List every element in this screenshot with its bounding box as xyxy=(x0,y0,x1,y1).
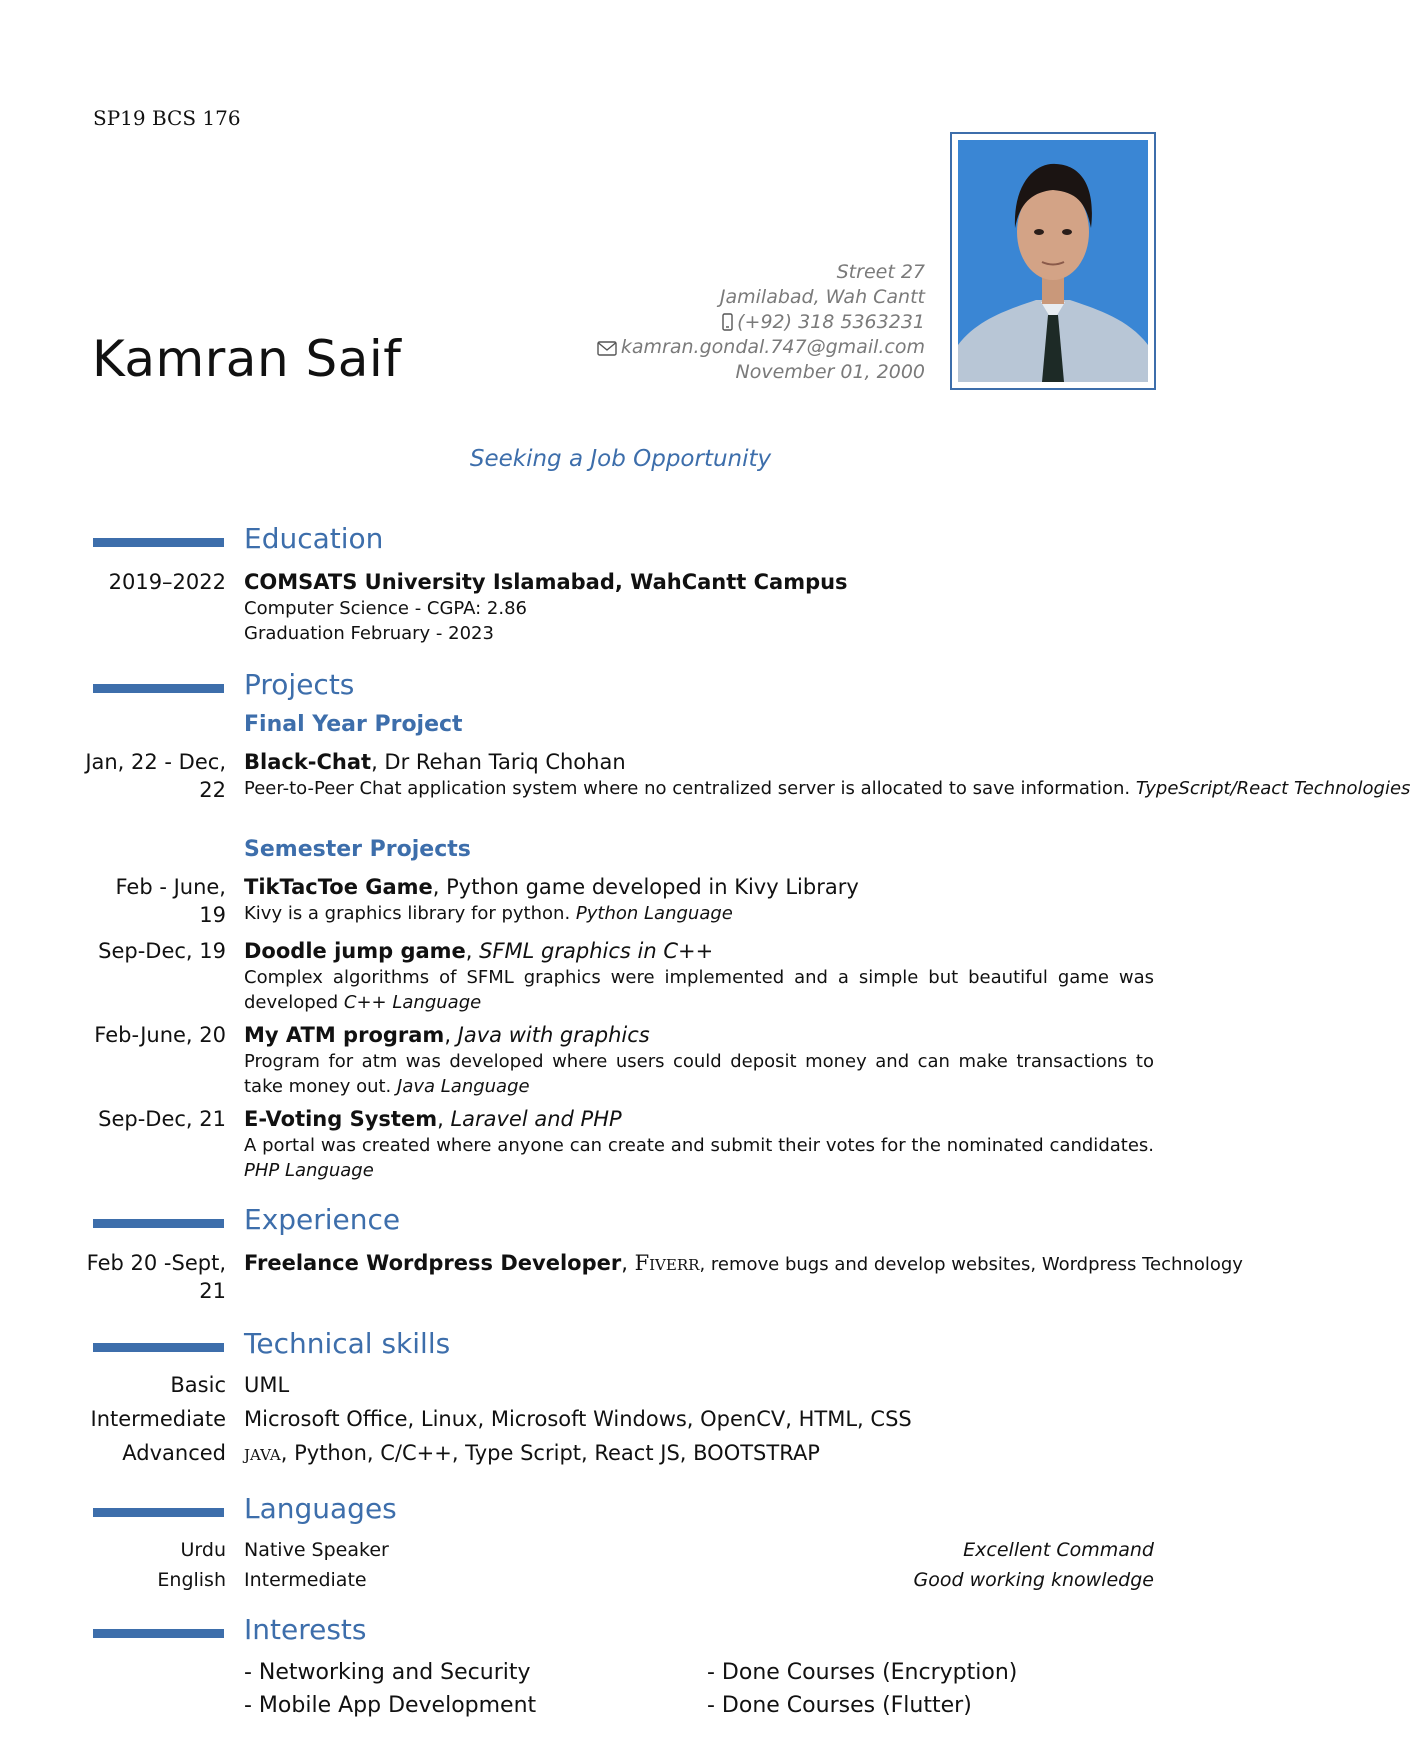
project-entry: TikTacToe Game, Python game developed in Kivy Library Kivy is a graphics library for python. Python Language xyxy=(244,875,859,924)
project-name: TikTacToe Game xyxy=(244,875,433,899)
education-heading: Education xyxy=(244,522,384,555)
envelope-icon xyxy=(597,336,621,358)
education-detail-2: Graduation February - 2023 xyxy=(244,623,494,644)
mobile-phone-icon xyxy=(722,311,737,333)
interests-bar xyxy=(93,1629,224,1638)
project-name: E-Voting System xyxy=(244,1107,438,1131)
experience-entry: Freelance Wordpress Developer, Fiverr, remove bugs and develop websites, Wordpress Technology xyxy=(244,1251,1243,1275)
address-line-2: Jamilabad, Wah Cantt xyxy=(719,286,925,308)
experience-company: Fiverr xyxy=(634,1251,700,1275)
interest-item: - Done Courses (Flutter) xyxy=(707,1693,972,1718)
fyp-entry: Black-Chat, Dr Rehan Tariq Chohan Peer-to-Peer Chat application system where no centralized server is allocated to save information. TypeScript/React Technologies xyxy=(244,750,1410,799)
project-name: Doodle jump game xyxy=(244,939,466,963)
skill-items: java, Python, C/C++, Type Script, React JS, BOOTSTRAP xyxy=(244,1441,820,1465)
experience-role: Freelance Wordpress Developer xyxy=(244,1251,622,1275)
project-name: My ATM program xyxy=(244,1023,445,1047)
project-entry: Doodle jump game, SFML graphics in C++ Complex algorithms of SFML graphics were implemented and a simple but beautiful game was developed C++ Language xyxy=(244,939,1154,1013)
skills-bar xyxy=(93,1343,224,1352)
skill-level: Advanced xyxy=(122,1441,226,1465)
phone-number: (+92) 318 5363231 xyxy=(737,311,925,333)
final-year-project-heading: Final Year Project xyxy=(244,712,463,737)
experience-bar xyxy=(93,1219,224,1228)
skill-items: Microsoft Office, Linux, Microsoft Windows, OpenCV, HTML, CSS xyxy=(244,1407,912,1431)
skill-level: Intermediate xyxy=(90,1407,226,1431)
email-address[interactable]: kamran.gondal.747@gmail.com xyxy=(620,336,925,358)
project-entry: E-Voting System, Laravel and PHP A portal was created where anyone can create and submit their votes for the nominated candidates. PHP Language xyxy=(244,1107,1154,1181)
tagline: Seeking a Job Opportunity xyxy=(469,446,772,472)
project-date: Sep-Dec, 19 xyxy=(98,939,226,963)
interest-item: - Done Courses (Encryption) xyxy=(707,1660,1018,1685)
fyp-description: Peer-to-Peer Chat application system where no centralized server is allocated to save information. xyxy=(244,778,1131,799)
language-comment: Excellent Command xyxy=(963,1539,1154,1561)
candidate-name: Kamran Saif xyxy=(92,330,402,388)
profile-photo-image xyxy=(958,140,1148,382)
languages-bar xyxy=(93,1508,224,1517)
projects-bar xyxy=(93,684,224,693)
email-line xyxy=(597,335,925,360)
institution: COMSATS University Islamabad, WahCantt Campus xyxy=(244,570,848,594)
language-level: Intermediate xyxy=(244,1569,367,1591)
education-date: 2019–2022 xyxy=(108,570,226,594)
phone-line xyxy=(597,310,925,335)
projects-heading: Projects xyxy=(244,668,355,701)
language-comment: Good working knowledge xyxy=(913,1569,1154,1591)
experience-date: Feb 20 -Sept, 21 xyxy=(86,1251,226,1303)
fyp-tech: TypeScript/React Technologies xyxy=(1135,778,1410,799)
profile-photo xyxy=(950,132,1156,390)
education-detail-1: Computer Science - CGPA: 2.86 xyxy=(244,598,527,619)
interests-heading: Interests xyxy=(244,1613,367,1646)
fyp-name: Black-Chat xyxy=(244,750,372,774)
language-level: Native Speaker xyxy=(244,1539,389,1561)
project-date: Sep-Dec, 21 xyxy=(98,1107,226,1131)
languages-heading: Languages xyxy=(244,1492,397,1525)
interest-item: - Mobile App Development xyxy=(244,1693,537,1718)
project-date: Feb - June, 19 xyxy=(115,875,226,927)
project-entry: My ATM program, Java with graphics Program for atm was developed where users could deposit money and can make transactions to take money out. Java Language xyxy=(244,1023,1154,1097)
education-bar xyxy=(93,538,224,547)
language-name: Urdu xyxy=(180,1539,226,1561)
contact-block xyxy=(597,260,925,385)
skill-items: UML xyxy=(244,1373,290,1397)
semester-projects-heading: Semester Projects xyxy=(244,837,471,862)
project-date: Feb-June, 20 xyxy=(94,1023,226,1047)
roll-number: SP19 BCS 176 xyxy=(93,106,241,130)
address-line-1: Street 27 xyxy=(836,261,925,283)
skill-level: Basic xyxy=(170,1373,226,1397)
fyp-date: Jan, 22 - Dec, 22 xyxy=(85,750,226,802)
experience-description: , remove bugs and develop websites, Wordpress Technology xyxy=(699,1254,1243,1275)
interest-item: - Networking and Security xyxy=(244,1660,531,1685)
skills-heading: Technical skills xyxy=(244,1327,451,1360)
date-of-birth: November 01, 2000 xyxy=(735,361,925,383)
experience-heading: Experience xyxy=(244,1203,401,1236)
language-name: English xyxy=(157,1569,226,1591)
education-entry xyxy=(244,568,1154,646)
